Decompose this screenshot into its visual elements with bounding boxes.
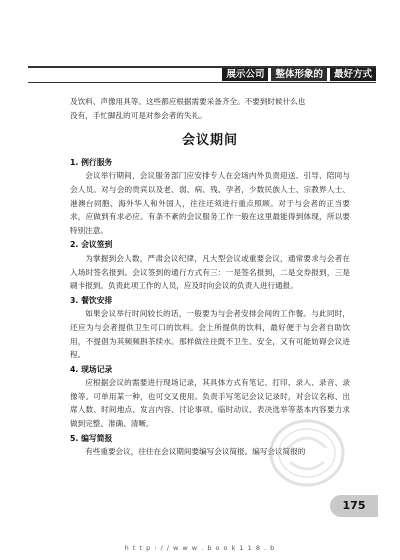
intro-line-2: 没有，手忙脚乱的可是对参会者的失礼。 — [70, 110, 207, 120]
header-band — [190, 68, 376, 81]
item-text-1: 会议举行期间，会议服务部门应安排专人在会场内外负责迎送、引导、陪同与会人员。对与会的贵宾以及老、弱、病、残、孕者，少数民族人士、宗教界人士、港澳台同胞、海外华人和外国人，往往还须进行重点照顾。对于与会者的正当要求，应做到有求必应。有条不紊的会议服务工作一般在这里最能得到体现，所以要特别注意。 — [70, 171, 350, 235]
section-title: 会议期间 — [181, 133, 238, 149]
item-heading-4: 4. 现场记录 — [70, 364, 113, 374]
item-text-2: 为掌握到会人数，严肃会议纪律，凡大型会议或重要会议，通常要求与会者在入场时签名报到。会议签到的通行方式有三：一是签名报到，二是交券报到，三是刷卡报到。负责此项工作的人员，应及时向会议的负责人进行通报。 — [70, 253, 350, 291]
page-content — [70, 95, 350, 459]
intro-line-1: 及饮料、声像用具等。这些都应根据需要采备齐全。不要到时候什么也 — [70, 97, 306, 106]
item-heading-1: 1. 例行服务 — [70, 157, 113, 167]
item-heading-5: 5. 编写简报 — [70, 433, 113, 443]
footer-url: h t t p : / / w w w . b o o k 1 1 8 . b — [124, 544, 276, 552]
item-heading-2: 2. 会议签到 — [70, 240, 113, 250]
header-tab-3: 最好方式 — [330, 68, 376, 81]
item-heading-3: 3. 餐饮安排 — [70, 295, 113, 305]
item-text-3: 如果会议举行时间较长的话，一般要为与会者安排会间的工作餐。与此同时，还应为与会者提供卫生可口的饮料。会上所提供的饮料，最好便于与会者自助饮用，不提倡为其频频斟茶续水。那样做往往既不卫生、安全，又有可能妨碍会议进程。 — [70, 309, 350, 360]
header-tab-1: 展示公司 — [222, 68, 268, 81]
page-number: 175 — [330, 495, 378, 517]
header-tab-2: 整体形象的 — [271, 68, 327, 81]
header-bottom-rule — [28, 82, 376, 83]
watermark-seal-icon — [268, 418, 346, 488]
item-text-4: 应根据会议的需要进行现场记录，其具体方式有笔记、打印、录入、录音、录像等。可单用某一种，也可交叉使用。负责手写笔记会议记录时，对会议名称、出席人数、时间地点、发言内容、讨论事项、临时动议、表决选举等基本内容要力求做到完整、准确、清晰。 — [70, 378, 350, 429]
item-text-5: 有些重要会议，往往在会议期间要编写会议简报。编写会议简报的 — [85, 447, 306, 457]
